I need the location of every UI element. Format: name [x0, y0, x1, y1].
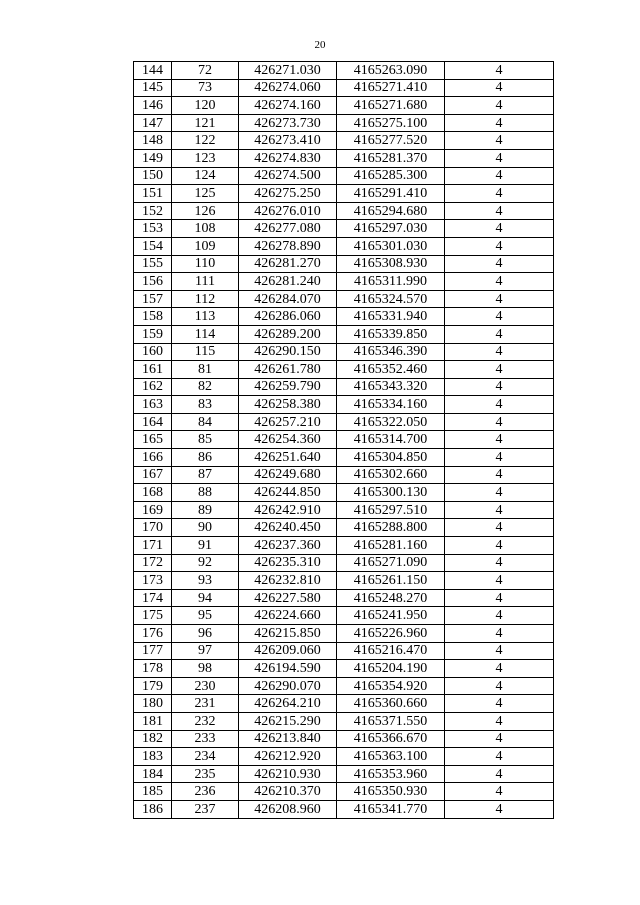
table-row — [134, 677, 554, 695]
y-coordinate-cell: 4165271.410 — [337, 79, 445, 97]
table-row — [134, 361, 554, 379]
point-id-cell: 98 — [172, 660, 239, 678]
x-coordinate-cell: 426274.830 — [239, 149, 337, 167]
class-cell: 4 — [445, 343, 554, 361]
point-id-cell: 111 — [172, 273, 239, 291]
x-coordinate-cell: 426258.380 — [239, 396, 337, 414]
y-coordinate-cell: 4165371.550 — [337, 712, 445, 730]
y-coordinate-cell: 4165341.770 — [337, 800, 445, 818]
table-row — [134, 132, 554, 150]
row-number-cell: 180 — [134, 695, 172, 713]
row-number-cell: 154 — [134, 237, 172, 255]
x-coordinate-cell: 426257.210 — [239, 413, 337, 431]
x-coordinate-cell: 426249.680 — [239, 466, 337, 484]
x-coordinate-cell: 426215.290 — [239, 712, 337, 730]
table-row — [134, 237, 554, 255]
x-coordinate-cell: 426210.930 — [239, 765, 337, 783]
point-id-cell: 236 — [172, 783, 239, 801]
table-row — [134, 308, 554, 326]
table-row — [134, 396, 554, 414]
x-coordinate-cell: 426289.200 — [239, 325, 337, 343]
x-coordinate-cell: 426212.920 — [239, 748, 337, 766]
table-row — [134, 730, 554, 748]
point-id-cell: 97 — [172, 642, 239, 660]
row-number-cell: 162 — [134, 378, 172, 396]
x-coordinate-cell: 426275.250 — [239, 185, 337, 203]
row-number-cell: 158 — [134, 308, 172, 326]
y-coordinate-cell: 4165288.800 — [337, 519, 445, 537]
table-row — [134, 220, 554, 238]
class-cell: 4 — [445, 308, 554, 326]
row-number-cell: 157 — [134, 290, 172, 308]
row-number-cell: 183 — [134, 748, 172, 766]
y-coordinate-cell: 4165297.510 — [337, 501, 445, 519]
class-cell: 4 — [445, 572, 554, 590]
point-id-cell: 233 — [172, 730, 239, 748]
class-cell: 4 — [445, 237, 554, 255]
point-id-cell: 87 — [172, 466, 239, 484]
x-coordinate-cell: 426273.730 — [239, 114, 337, 132]
y-coordinate-cell: 4165226.960 — [337, 625, 445, 643]
x-coordinate-cell: 426271.030 — [239, 62, 337, 80]
class-cell: 4 — [445, 537, 554, 555]
point-id-cell: 121 — [172, 114, 239, 132]
y-coordinate-cell: 4165281.160 — [337, 537, 445, 555]
point-id-cell: 112 — [172, 290, 239, 308]
table-row — [134, 660, 554, 678]
point-id-cell: 94 — [172, 589, 239, 607]
x-coordinate-cell: 426281.240 — [239, 273, 337, 291]
y-coordinate-cell: 4165304.850 — [337, 449, 445, 467]
table-row — [134, 413, 554, 431]
point-id-cell: 88 — [172, 484, 239, 502]
y-coordinate-cell: 4165281.370 — [337, 149, 445, 167]
y-coordinate-cell: 4165291.410 — [337, 185, 445, 203]
point-id-cell: 89 — [172, 501, 239, 519]
row-number-cell: 152 — [134, 202, 172, 220]
table-row — [134, 695, 554, 713]
y-coordinate-cell: 4165343.320 — [337, 378, 445, 396]
table-row — [134, 501, 554, 519]
y-coordinate-cell: 4165277.520 — [337, 132, 445, 150]
x-coordinate-cell: 426284.070 — [239, 290, 337, 308]
row-number-cell: 171 — [134, 537, 172, 555]
class-cell: 4 — [445, 800, 554, 818]
row-number-cell: 169 — [134, 501, 172, 519]
point-id-cell: 83 — [172, 396, 239, 414]
class-cell: 4 — [445, 554, 554, 572]
row-number-cell: 149 — [134, 149, 172, 167]
row-number-cell: 166 — [134, 449, 172, 467]
row-number-cell: 160 — [134, 343, 172, 361]
row-number-cell: 148 — [134, 132, 172, 150]
class-cell: 4 — [445, 97, 554, 115]
x-coordinate-cell: 426290.150 — [239, 343, 337, 361]
class-cell: 4 — [445, 114, 554, 132]
x-coordinate-cell: 426273.410 — [239, 132, 337, 150]
row-number-cell: 167 — [134, 466, 172, 484]
row-number-cell: 170 — [134, 519, 172, 537]
x-coordinate-cell: 426290.070 — [239, 677, 337, 695]
class-cell: 4 — [445, 660, 554, 678]
table-row — [134, 114, 554, 132]
row-number-cell: 156 — [134, 273, 172, 291]
row-number-cell: 173 — [134, 572, 172, 590]
row-number-cell: 146 — [134, 97, 172, 115]
class-cell: 4 — [445, 677, 554, 695]
table-row — [134, 290, 554, 308]
y-coordinate-cell: 4165331.940 — [337, 308, 445, 326]
x-coordinate-cell: 426244.850 — [239, 484, 337, 502]
table-row — [134, 800, 554, 818]
y-coordinate-cell: 4165354.920 — [337, 677, 445, 695]
class-cell: 4 — [445, 185, 554, 203]
class-cell: 4 — [445, 625, 554, 643]
table-row — [134, 62, 554, 80]
row-number-cell: 186 — [134, 800, 172, 818]
x-coordinate-cell: 426274.060 — [239, 79, 337, 97]
table-row — [134, 589, 554, 607]
class-cell: 4 — [445, 378, 554, 396]
point-id-cell: 125 — [172, 185, 239, 203]
row-number-cell: 168 — [134, 484, 172, 502]
x-coordinate-cell: 426242.910 — [239, 501, 337, 519]
class-cell: 4 — [445, 79, 554, 97]
row-number-cell: 147 — [134, 114, 172, 132]
y-coordinate-cell: 4165263.090 — [337, 62, 445, 80]
y-coordinate-cell: 4165311.990 — [337, 273, 445, 291]
point-id-cell: 235 — [172, 765, 239, 783]
x-coordinate-cell: 426264.210 — [239, 695, 337, 713]
class-cell: 4 — [445, 396, 554, 414]
row-number-cell: 185 — [134, 783, 172, 801]
row-number-cell: 144 — [134, 62, 172, 80]
point-id-cell: 113 — [172, 308, 239, 326]
table-row — [134, 748, 554, 766]
table-row — [134, 554, 554, 572]
point-id-cell: 234 — [172, 748, 239, 766]
point-id-cell: 114 — [172, 325, 239, 343]
class-cell: 4 — [445, 748, 554, 766]
y-coordinate-cell: 4165275.100 — [337, 114, 445, 132]
class-cell: 4 — [445, 589, 554, 607]
point-id-cell: 110 — [172, 255, 239, 273]
point-id-cell: 115 — [172, 343, 239, 361]
row-number-cell: 163 — [134, 396, 172, 414]
row-number-cell: 164 — [134, 413, 172, 431]
x-coordinate-cell: 426224.660 — [239, 607, 337, 625]
y-coordinate-cell: 4165308.930 — [337, 255, 445, 273]
class-cell: 4 — [445, 449, 554, 467]
x-coordinate-cell: 426261.780 — [239, 361, 337, 379]
row-number-cell: 145 — [134, 79, 172, 97]
row-number-cell: 150 — [134, 167, 172, 185]
row-number-cell: 155 — [134, 255, 172, 273]
table-row — [134, 712, 554, 730]
class-cell: 4 — [445, 519, 554, 537]
table-row — [134, 149, 554, 167]
table-row — [134, 325, 554, 343]
point-id-cell: 72 — [172, 62, 239, 80]
class-cell: 4 — [445, 765, 554, 783]
y-coordinate-cell: 4165216.470 — [337, 642, 445, 660]
row-number-cell: 181 — [134, 712, 172, 730]
point-id-cell: 109 — [172, 237, 239, 255]
table-row — [134, 537, 554, 555]
table-row — [134, 572, 554, 590]
class-cell: 4 — [445, 290, 554, 308]
class-cell: 4 — [445, 202, 554, 220]
point-id-cell: 124 — [172, 167, 239, 185]
row-number-cell: 176 — [134, 625, 172, 643]
y-coordinate-cell: 4165285.300 — [337, 167, 445, 185]
x-coordinate-cell: 426235.310 — [239, 554, 337, 572]
table-row — [134, 167, 554, 185]
point-id-cell: 91 — [172, 537, 239, 555]
class-cell: 4 — [445, 132, 554, 150]
row-number-cell: 172 — [134, 554, 172, 572]
y-coordinate-cell: 4165366.670 — [337, 730, 445, 748]
x-coordinate-cell: 426251.640 — [239, 449, 337, 467]
point-id-cell: 90 — [172, 519, 239, 537]
y-coordinate-cell: 4165300.130 — [337, 484, 445, 502]
class-cell: 4 — [445, 484, 554, 502]
y-coordinate-cell: 4165334.160 — [337, 396, 445, 414]
y-coordinate-cell: 4165248.270 — [337, 589, 445, 607]
x-coordinate-cell: 426194.590 — [239, 660, 337, 678]
page-number: 20 — [314, 39, 326, 51]
table-row — [134, 378, 554, 396]
x-coordinate-cell: 426232.810 — [239, 572, 337, 590]
class-cell: 4 — [445, 607, 554, 625]
x-coordinate-cell: 426281.270 — [239, 255, 337, 273]
y-coordinate-cell: 4165271.680 — [337, 97, 445, 115]
class-cell: 4 — [445, 62, 554, 80]
row-number-cell: 182 — [134, 730, 172, 748]
table-row — [134, 625, 554, 643]
table-row — [134, 484, 554, 502]
point-id-cell: 73 — [172, 79, 239, 97]
x-coordinate-cell: 426277.080 — [239, 220, 337, 238]
class-cell: 4 — [445, 501, 554, 519]
point-id-cell: 232 — [172, 712, 239, 730]
table-row — [134, 202, 554, 220]
class-cell: 4 — [445, 325, 554, 343]
row-number-cell: 178 — [134, 660, 172, 678]
y-coordinate-cell: 4165302.660 — [337, 466, 445, 484]
point-id-cell: 93 — [172, 572, 239, 590]
y-coordinate-cell: 4165261.150 — [337, 572, 445, 590]
y-coordinate-cell: 4165324.570 — [337, 290, 445, 308]
point-id-cell: 123 — [172, 149, 239, 167]
point-id-cell: 230 — [172, 677, 239, 695]
table-row — [134, 466, 554, 484]
point-id-cell: 120 — [172, 97, 239, 115]
class-cell: 4 — [445, 273, 554, 291]
x-coordinate-cell: 426215.850 — [239, 625, 337, 643]
table-row — [134, 185, 554, 203]
table-row — [134, 449, 554, 467]
coordinates-table-body — [134, 62, 554, 819]
x-coordinate-cell: 426254.360 — [239, 431, 337, 449]
row-number-cell: 161 — [134, 361, 172, 379]
y-coordinate-cell: 4165360.660 — [337, 695, 445, 713]
class-cell: 4 — [445, 783, 554, 801]
point-id-cell: 84 — [172, 413, 239, 431]
table-row — [134, 255, 554, 273]
class-cell: 4 — [445, 255, 554, 273]
class-cell: 4 — [445, 167, 554, 185]
row-number-cell: 177 — [134, 642, 172, 660]
x-coordinate-cell: 426274.160 — [239, 97, 337, 115]
row-number-cell: 174 — [134, 589, 172, 607]
y-coordinate-cell: 4165314.700 — [337, 431, 445, 449]
row-number-cell: 165 — [134, 431, 172, 449]
x-coordinate-cell: 426286.060 — [239, 308, 337, 326]
coordinates-table — [133, 61, 554, 819]
y-coordinate-cell: 4165350.930 — [337, 783, 445, 801]
point-id-cell: 92 — [172, 554, 239, 572]
y-coordinate-cell: 4165271.090 — [337, 554, 445, 572]
table-row — [134, 607, 554, 625]
table-row — [134, 273, 554, 291]
point-id-cell: 108 — [172, 220, 239, 238]
x-coordinate-cell: 426209.060 — [239, 642, 337, 660]
x-coordinate-cell: 426208.960 — [239, 800, 337, 818]
y-coordinate-cell: 4165339.850 — [337, 325, 445, 343]
point-id-cell: 122 — [172, 132, 239, 150]
table-row — [134, 431, 554, 449]
class-cell: 4 — [445, 431, 554, 449]
row-number-cell: 179 — [134, 677, 172, 695]
point-id-cell: 126 — [172, 202, 239, 220]
table-row — [134, 79, 554, 97]
point-id-cell: 85 — [172, 431, 239, 449]
point-id-cell: 81 — [172, 361, 239, 379]
class-cell: 4 — [445, 361, 554, 379]
table-row — [134, 343, 554, 361]
row-number-cell: 151 — [134, 185, 172, 203]
class-cell: 4 — [445, 466, 554, 484]
class-cell: 4 — [445, 712, 554, 730]
x-coordinate-cell: 426227.580 — [239, 589, 337, 607]
x-coordinate-cell: 426237.360 — [239, 537, 337, 555]
class-cell: 4 — [445, 413, 554, 431]
table-row — [134, 765, 554, 783]
y-coordinate-cell: 4165363.100 — [337, 748, 445, 766]
y-coordinate-cell: 4165346.390 — [337, 343, 445, 361]
point-id-cell: 96 — [172, 625, 239, 643]
table-row — [134, 97, 554, 115]
y-coordinate-cell: 4165301.030 — [337, 237, 445, 255]
row-number-cell: 175 — [134, 607, 172, 625]
class-cell: 4 — [445, 149, 554, 167]
x-coordinate-cell: 426240.450 — [239, 519, 337, 537]
x-coordinate-cell: 426259.790 — [239, 378, 337, 396]
point-id-cell: 95 — [172, 607, 239, 625]
y-coordinate-cell: 4165353.960 — [337, 765, 445, 783]
class-cell: 4 — [445, 220, 554, 238]
row-number-cell: 153 — [134, 220, 172, 238]
point-id-cell: 86 — [172, 449, 239, 467]
class-cell: 4 — [445, 642, 554, 660]
table-row — [134, 519, 554, 537]
y-coordinate-cell: 4165294.680 — [337, 202, 445, 220]
x-coordinate-cell: 426213.840 — [239, 730, 337, 748]
table-row — [134, 642, 554, 660]
x-coordinate-cell: 426276.010 — [239, 202, 337, 220]
x-coordinate-cell: 426278.890 — [239, 237, 337, 255]
x-coordinate-cell: 426210.370 — [239, 783, 337, 801]
x-coordinate-cell: 426274.500 — [239, 167, 337, 185]
y-coordinate-cell: 4165352.460 — [337, 361, 445, 379]
row-number-cell: 159 — [134, 325, 172, 343]
y-coordinate-cell: 4165322.050 — [337, 413, 445, 431]
class-cell: 4 — [445, 695, 554, 713]
row-number-cell: 184 — [134, 765, 172, 783]
table-row — [134, 783, 554, 801]
point-id-cell: 237 — [172, 800, 239, 818]
y-coordinate-cell: 4165241.950 — [337, 607, 445, 625]
point-id-cell: 231 — [172, 695, 239, 713]
class-cell: 4 — [445, 730, 554, 748]
y-coordinate-cell: 4165297.030 — [337, 220, 445, 238]
y-coordinate-cell: 4165204.190 — [337, 660, 445, 678]
point-id-cell: 82 — [172, 378, 239, 396]
